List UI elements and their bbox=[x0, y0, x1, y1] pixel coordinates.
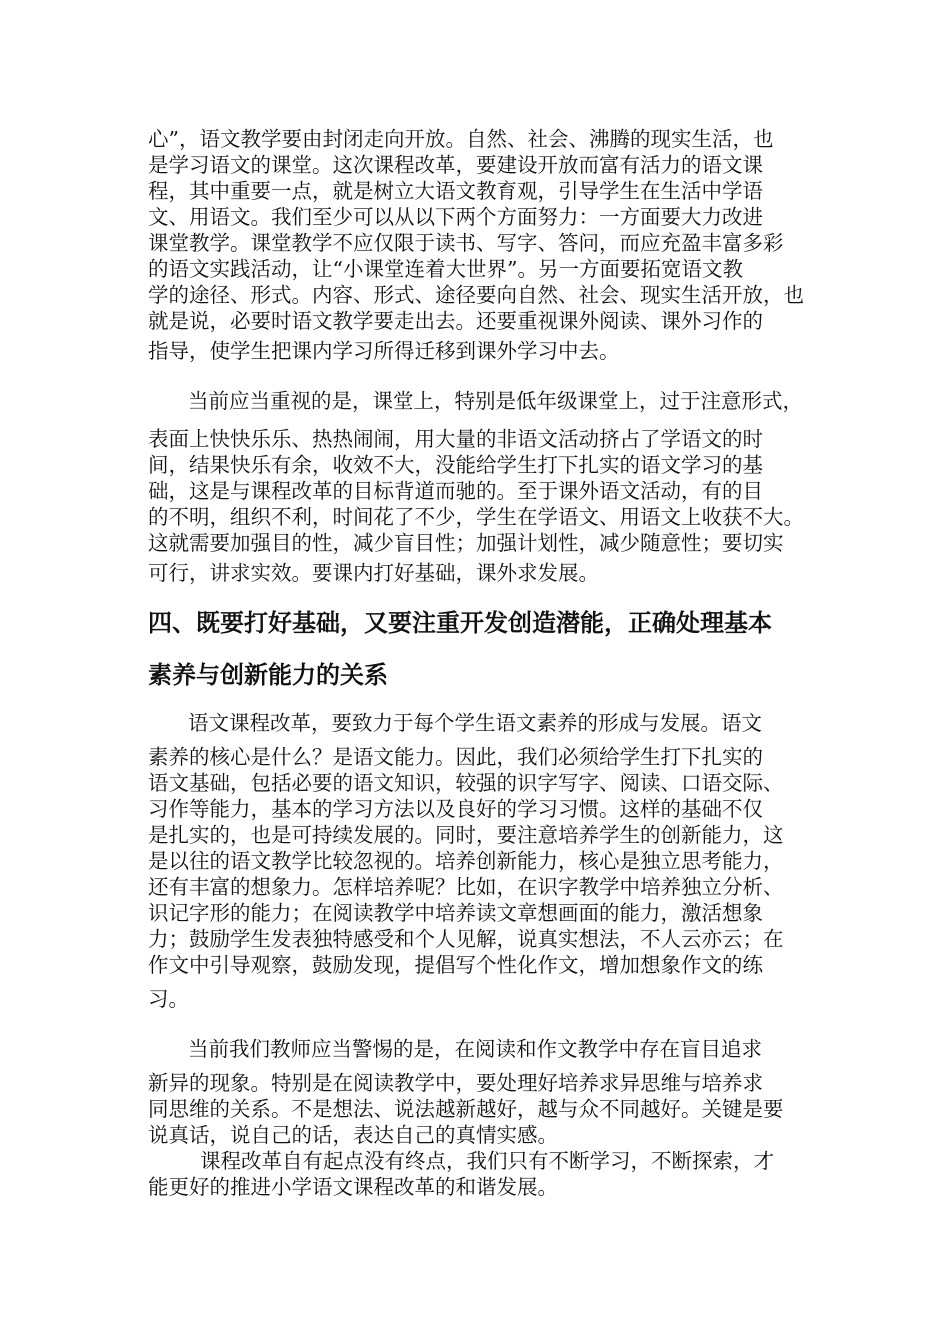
paragraph-3-line: 是以往的语文教学比较忽视的。培养创新能力，核心是独立思考能力， bbox=[148, 849, 784, 873]
paragraph-1-line: 程，其中重要一点，就是树立大语文教育观，引导学生在生活中学语 bbox=[148, 179, 763, 203]
paragraph-3-line: 语文课程改革，要致力于每个学生语文素养的形成与发展。语文 bbox=[188, 711, 762, 735]
paragraph-3-line: 习作等能力，基本的学习方法以及良好的学习习惯。这样的基础不仅 bbox=[148, 797, 763, 821]
paragraph-2-line: 础，这是与课程改革的目标背道而驰的。至于课外语文活动，有的目 bbox=[148, 479, 763, 503]
paragraph-3-line: 力；鼓励学生发表独特感受和个人见解，说真实想法，不人云亦云；在 bbox=[148, 927, 784, 951]
paragraph-1-line: 是学习语文的课堂。这次课程改革，要建设开放而富有活力的语文课 bbox=[148, 153, 763, 177]
paragraph-3-line: 语文基础，包括必要的语文知识，较强的识字写字、阅读、口语交际、 bbox=[148, 771, 784, 795]
paragraph-3-line: 素养的核心是什么？是语文能力。因此，我们必须给学生打下扎实的 bbox=[148, 745, 763, 769]
paragraph-2-line: 的不明，组织不利，时间花了不少，学生在学语文、用语文上收获不大。 bbox=[148, 505, 804, 529]
paragraph-2-line: 间，结果快乐有余，收效不大，没能给学生打下扎实的语文学习的基 bbox=[148, 453, 763, 477]
paragraph-1-line: 学的途径、形式。内容、形式、途径要向自然、社会、现实生活开放，也 bbox=[148, 283, 804, 307]
paragraph-1-line: 课堂教学。课堂教学不应仅限于读书、写字、答问，而应充盈丰富多彩 bbox=[148, 231, 784, 255]
paragraph-5-line: 课程改革自有起点没有终点，我们只有不断学习，不断探索，才 bbox=[200, 1149, 774, 1173]
paragraph-4-line: 新异的现象。特别是在阅读教学中，要处理好培养求异思维与培养求 bbox=[148, 1071, 763, 1095]
paragraph-4-line: 同思维的关系。不是想法、说法越新越好，越与众不同越好。关键是要 bbox=[148, 1097, 784, 1121]
section-heading-line: 四、既要打好基础，又要注重开发创造潜能，正确处理基本 bbox=[148, 609, 772, 637]
paragraph-3-line: 还有丰富的想象力。怎样培养呢？比如，在识字教学中培养独立分析、 bbox=[148, 875, 784, 899]
paragraph-1-line: 就是说，必要时语文教学要走出去。还要重视课外阅读、课外习作的 bbox=[148, 309, 763, 333]
paragraph-2-line: 可行，讲求实效。要课内打好基础，课外求发展。 bbox=[148, 561, 599, 585]
paragraph-1-line: 指导，使学生把课内学习所得迁移到课外学习中去。 bbox=[148, 339, 620, 363]
paragraph-2-line: 表面上快快乐乐、热热闹闹，用大量的非语文活动挤占了学语文的时 bbox=[148, 427, 763, 451]
paragraph-1-line: 心”，语文教学要由封闭走向开放。自然、社会、沸腾的现实生活，也 bbox=[148, 127, 774, 151]
paragraph-4-line: 当前我们教师应当警惕的是，在阅读和作文教学中存在盲目追求 bbox=[188, 1037, 762, 1061]
paragraph-2-line: 当前应当重视的是，课堂上，特别是低年级课堂上，过于注意形式， bbox=[188, 389, 803, 413]
paragraph-3-line: 是扎实的，也是可持续发展的。同时，要注意培养学生的创新能力，这 bbox=[148, 823, 784, 847]
paragraph-3-line: 识记字形的能力；在阅读教学中培养读文章想画面的能力，激活想象 bbox=[148, 901, 763, 925]
paragraph-2-line: 这就需要加强目的性，减少盲目性；加强计划性，减少随意性；要切实 bbox=[148, 531, 784, 555]
paragraph-1-line: 的语文实践活动，让“小课堂连着大世界”。另一方面要拓宽语文教 bbox=[148, 257, 743, 281]
paragraph-5-line: 能更好的推进小学语文课程改革的和谐发展。 bbox=[148, 1175, 558, 1199]
paragraph-4-line: 说真话，说自己的话，表达自己的真情实感。 bbox=[148, 1123, 558, 1147]
section-heading-line: 素养与创新能力的关系 bbox=[148, 661, 388, 689]
paragraph-1-line: 文、用语文。我们至少可以从以下两个方面努力：一方面要大力改进 bbox=[148, 205, 763, 229]
paragraph-3-line: 习。 bbox=[148, 987, 189, 1011]
paragraph-3-line: 作文中引导观察，鼓励发现，提倡写个性化作文，增加想象作文的练 bbox=[148, 953, 763, 977]
